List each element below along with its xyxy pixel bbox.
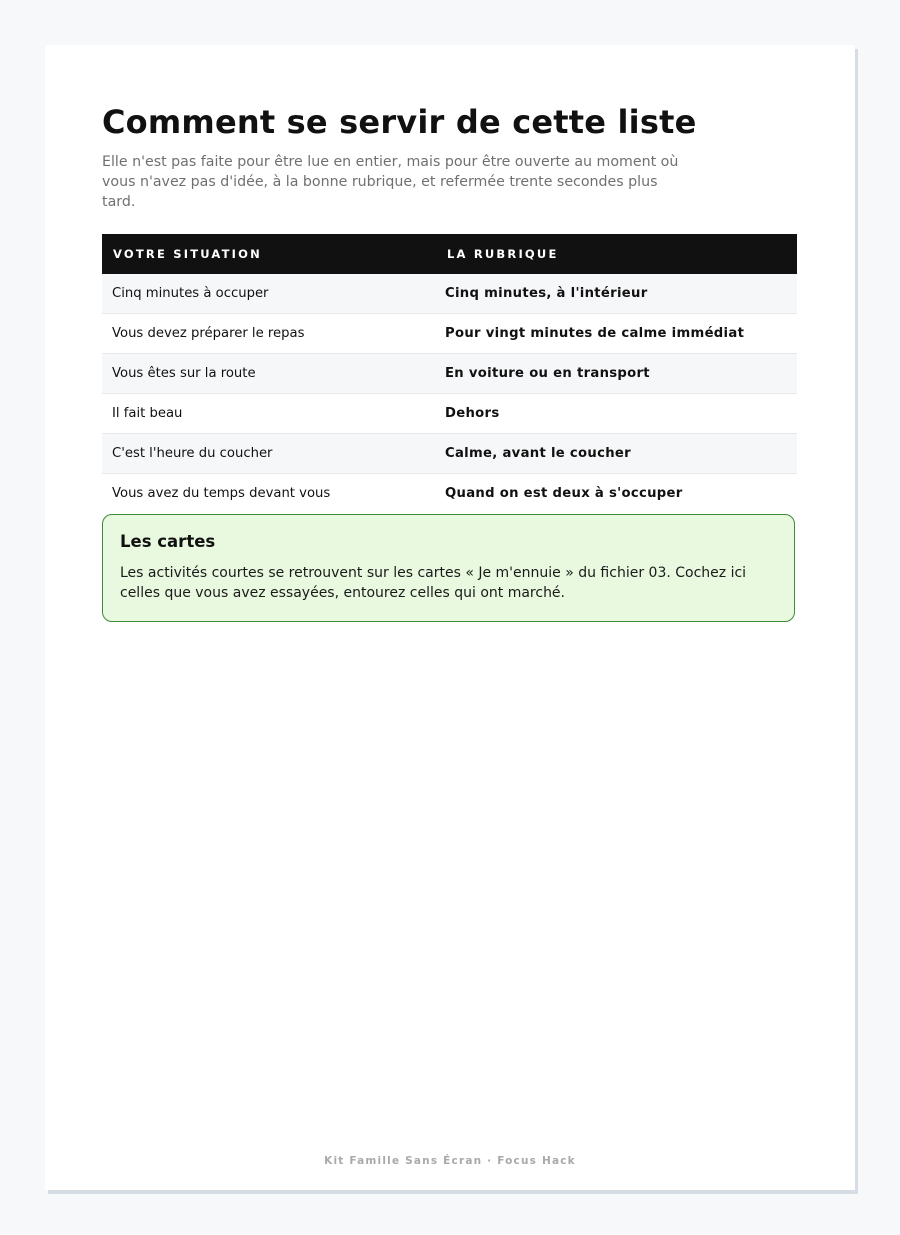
situation-cell: Vous devez préparer le repas	[102, 314, 436, 354]
table-row	[102, 274, 797, 314]
header-situation: VOTRE SITUATION	[102, 234, 436, 274]
situation-cell: Vous êtes sur la route	[102, 354, 436, 394]
situation-cell: Il fait beau	[102, 394, 436, 434]
header-rubric: LA RUBRIQUE	[436, 234, 797, 274]
table-row	[102, 474, 797, 514]
document-page	[45, 45, 855, 1190]
table-row	[102, 314, 797, 354]
situation-cell: Vous avez du temps devant vous	[112, 486, 331, 501]
table-row	[102, 434, 797, 474]
rubric-cell: Dehors	[436, 394, 797, 434]
rubric-cell: Pour vingt minutes de calme immédiat	[436, 314, 797, 354]
page-subtitle: Elle n'est pas faite pour être lue en entier, mais pour être ouverte au moment où vous n'avez pas d'idée, à la bonne rubrique, et refermée trente secondes plus tard.	[102, 154, 679, 210]
situation-cell: C'est l'heure du coucher	[102, 434, 436, 474]
callout-title: Les cartes	[120, 532, 216, 551]
table-row	[102, 354, 797, 394]
page-footer: Kit Famille Sans Écran · Focus Hack	[324, 1155, 576, 1167]
callout-text: Les activités courtes se retrouvent sur les cartes « Je m'ennuie » du fichier 03. Cochez ici celles que vous avez essayées, entourez celles qui ont marché.	[120, 565, 747, 601]
situation-table	[102, 234, 797, 513]
rubric-cell: En voiture ou en transport	[436, 354, 797, 394]
page-content	[102, 103, 797, 622]
table-row	[102, 394, 797, 434]
rubric-cell: Cinq minutes, à l'intérieur	[436, 274, 797, 314]
rubric-cell: Quand on est deux à s'occuper	[445, 486, 683, 501]
rubric-cell: Calme, avant le coucher	[436, 434, 797, 474]
page-title: Comment se servir de cette liste	[102, 103, 697, 141]
situation-cell: Cinq minutes à occuper	[102, 274, 436, 314]
cards-callout	[102, 514, 795, 622]
table-header-row	[102, 234, 797, 274]
